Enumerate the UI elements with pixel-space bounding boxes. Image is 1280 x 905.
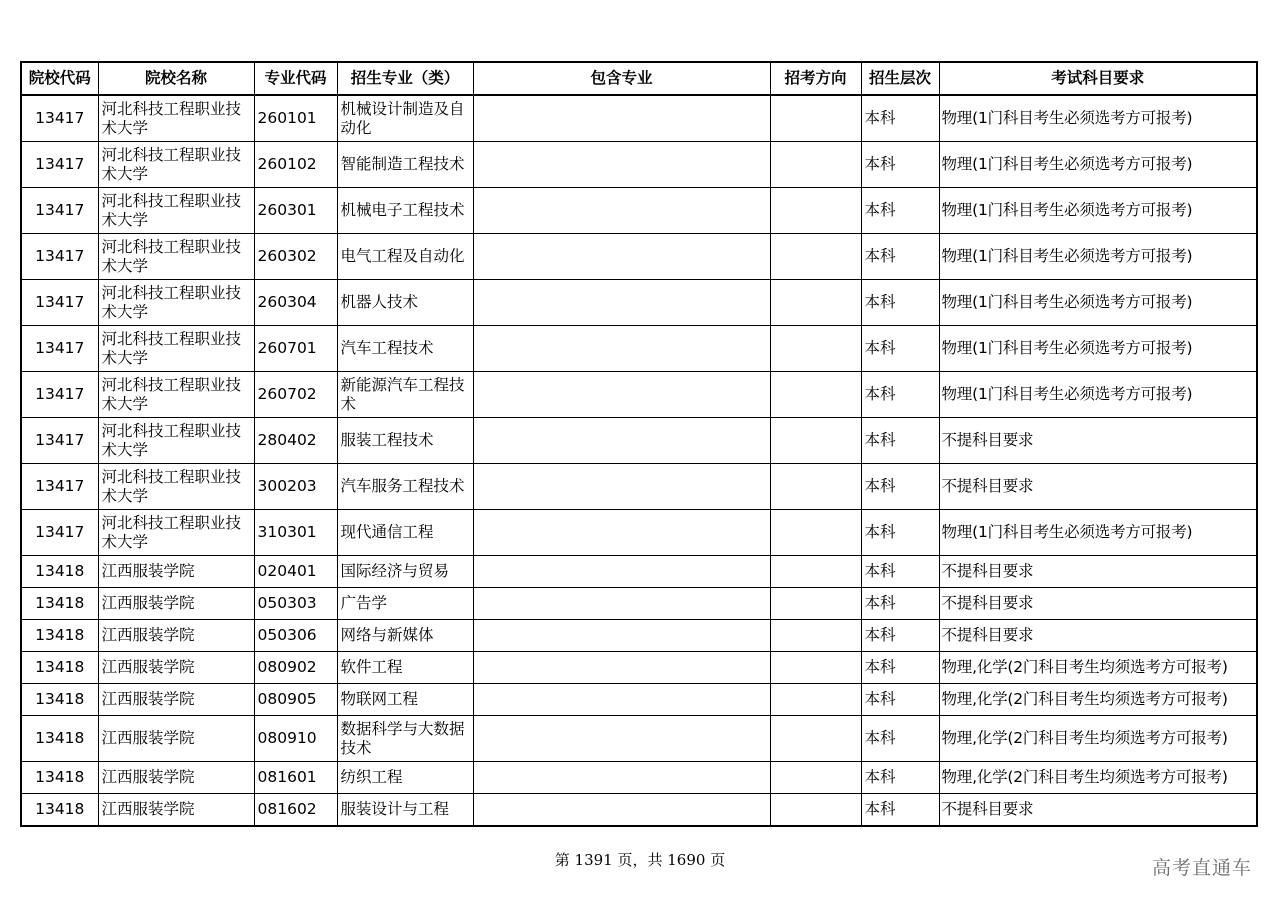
cell-major-code: 260102 <box>254 142 337 188</box>
cell-school-code: 13417 <box>21 95 98 142</box>
cell-school-code: 13418 <box>21 620 98 652</box>
cell-major-code: 081602 <box>254 794 337 827</box>
table-row <box>21 762 1257 794</box>
cell-included-majors <box>473 652 770 684</box>
cell-subject-requirement: 物理(1门科目考生必须选考方可报考) <box>939 326 1257 372</box>
table-row <box>21 188 1257 234</box>
cell-major: 纺织工程 <box>337 762 473 794</box>
cell-school-code: 13418 <box>21 588 98 620</box>
cell-level: 本科 <box>861 234 939 280</box>
cell-school-code: 13417 <box>21 418 98 464</box>
cell-major-code: 081601 <box>254 762 337 794</box>
cell-major-code: 260304 <box>254 280 337 326</box>
cell-school-name: 河北科技工程职业技术大学 <box>98 142 254 188</box>
cell-major-code: 260702 <box>254 372 337 418</box>
cell-major: 广告学 <box>337 588 473 620</box>
cell-subject-requirement: 物理(1门科目考生必须选考方可报考) <box>939 234 1257 280</box>
cell-direction <box>770 326 861 372</box>
cell-major: 数据科学与大数据技术 <box>337 716 473 762</box>
page-number: 第 1391 页，共 1690 页 <box>554 851 726 869</box>
table-row <box>21 588 1257 620</box>
cell-included-majors <box>473 95 770 142</box>
cell-direction <box>770 684 861 716</box>
header-level: 招生层次 <box>861 62 939 95</box>
cell-major: 现代通信工程 <box>337 510 473 556</box>
cell-subject-requirement: 物理,化学(2门科目考生均须选考方可报考) <box>939 652 1257 684</box>
table-row <box>21 716 1257 762</box>
cell-major: 软件工程 <box>337 652 473 684</box>
cell-level: 本科 <box>861 762 939 794</box>
cell-subject-requirement: 不提科目要求 <box>939 556 1257 588</box>
cell-major-code: 050306 <box>254 620 337 652</box>
cell-school-code: 13417 <box>21 280 98 326</box>
cell-school-code: 13417 <box>21 464 98 510</box>
table-row <box>21 510 1257 556</box>
cell-subject-requirement: 不提科目要求 <box>939 464 1257 510</box>
cell-major-code: 260701 <box>254 326 337 372</box>
table-row <box>21 326 1257 372</box>
cell-level: 本科 <box>861 464 939 510</box>
cell-included-majors <box>473 326 770 372</box>
cell-included-majors <box>473 620 770 652</box>
cell-school-name: 江西服装学院 <box>98 588 254 620</box>
cell-included-majors <box>473 588 770 620</box>
cell-direction <box>770 464 861 510</box>
admission-table <box>20 61 1258 827</box>
header-subject-requirement: 考试科目要求 <box>939 62 1257 95</box>
cell-subject-requirement: 物理,化学(2门科目考生均须选考方可报考) <box>939 762 1257 794</box>
cell-major: 服装设计与工程 <box>337 794 473 827</box>
table-row <box>21 418 1257 464</box>
cell-major: 智能制造工程技术 <box>337 142 473 188</box>
cell-level: 本科 <box>861 510 939 556</box>
cell-included-majors <box>473 372 770 418</box>
cell-school-name: 河北科技工程职业技术大学 <box>98 510 254 556</box>
cell-direction <box>770 372 861 418</box>
cell-school-code: 13417 <box>21 372 98 418</box>
cell-included-majors <box>473 684 770 716</box>
cell-level: 本科 <box>861 556 939 588</box>
cell-school-code: 13418 <box>21 556 98 588</box>
cell-school-name: 河北科技工程职业技术大学 <box>98 372 254 418</box>
cell-direction <box>770 652 861 684</box>
cell-school-code: 13418 <box>21 684 98 716</box>
cell-major-code: 310301 <box>254 510 337 556</box>
cell-subject-requirement: 不提科目要求 <box>939 620 1257 652</box>
cell-major: 机械设计制造及自动化 <box>337 95 473 142</box>
cell-major: 机器人技术 <box>337 280 473 326</box>
cell-level: 本科 <box>861 418 939 464</box>
cell-subject-requirement: 物理(1门科目考生必须选考方可报考) <box>939 95 1257 142</box>
cell-major: 新能源汽车工程技术 <box>337 372 473 418</box>
cell-direction <box>770 188 861 234</box>
cell-major: 电气工程及自动化 <box>337 234 473 280</box>
cell-direction <box>770 716 861 762</box>
header-direction: 招考方向 <box>770 62 861 95</box>
cell-direction <box>770 510 861 556</box>
cell-school-code: 13418 <box>21 794 98 827</box>
header-included-majors: 包含专业 <box>473 62 770 95</box>
table-row <box>21 234 1257 280</box>
cell-school-code: 13418 <box>21 716 98 762</box>
cell-included-majors <box>473 418 770 464</box>
cell-school-name: 江西服装学院 <box>98 684 254 716</box>
cell-school-name: 河北科技工程职业技术大学 <box>98 234 254 280</box>
table-body <box>21 95 1257 826</box>
cell-subject-requirement: 物理(1门科目考生必须选考方可报考) <box>939 142 1257 188</box>
cell-school-name: 河北科技工程职业技术大学 <box>98 326 254 372</box>
cell-major: 汽车工程技术 <box>337 326 473 372</box>
table-row <box>21 794 1257 827</box>
cell-major-code: 080905 <box>254 684 337 716</box>
cell-subject-requirement: 物理(1门科目考生必须选考方可报考) <box>939 510 1257 556</box>
cell-direction <box>770 95 861 142</box>
cell-school-code: 13417 <box>21 142 98 188</box>
cell-included-majors <box>473 510 770 556</box>
cell-school-name: 河北科技工程职业技术大学 <box>98 464 254 510</box>
cell-included-majors <box>473 280 770 326</box>
header-major: 招生专业（类） <box>337 62 473 95</box>
cell-level: 本科 <box>861 588 939 620</box>
cell-subject-requirement: 不提科目要求 <box>939 588 1257 620</box>
cell-school-name: 江西服装学院 <box>98 794 254 827</box>
header-row <box>21 62 1257 95</box>
cell-included-majors <box>473 794 770 827</box>
cell-direction <box>770 142 861 188</box>
table-row <box>21 464 1257 510</box>
cell-subject-requirement: 物理(1门科目考生必须选考方可报考) <box>939 372 1257 418</box>
cell-school-name: 江西服装学院 <box>98 556 254 588</box>
cell-school-code: 13417 <box>21 326 98 372</box>
cell-direction <box>770 794 861 827</box>
table-row <box>21 372 1257 418</box>
cell-direction <box>770 620 861 652</box>
cell-school-name: 河北科技工程职业技术大学 <box>98 95 254 142</box>
cell-major-code: 280402 <box>254 418 337 464</box>
cell-included-majors <box>473 188 770 234</box>
cell-direction <box>770 588 861 620</box>
cell-level: 本科 <box>861 372 939 418</box>
cell-major: 国际经济与贸易 <box>337 556 473 588</box>
table-row <box>21 620 1257 652</box>
cell-level: 本科 <box>861 684 939 716</box>
cell-school-name: 河北科技工程职业技术大学 <box>98 280 254 326</box>
cell-level: 本科 <box>861 620 939 652</box>
header-major-code: 专业代码 <box>254 62 337 95</box>
cell-level: 本科 <box>861 95 939 142</box>
cell-direction <box>770 556 861 588</box>
table-row <box>21 142 1257 188</box>
table-row <box>21 652 1257 684</box>
cell-subject-requirement: 物理(1门科目考生必须选考方可报考) <box>939 188 1257 234</box>
watermark: 高考直通车 <box>1151 857 1252 879</box>
cell-level: 本科 <box>861 280 939 326</box>
cell-major-code: 020401 <box>254 556 337 588</box>
cell-subject-requirement: 物理(1门科目考生必须选考方可报考) <box>939 280 1257 326</box>
cell-level: 本科 <box>861 794 939 827</box>
cell-major-code: 080910 <box>254 716 337 762</box>
cell-school-name: 河北科技工程职业技术大学 <box>98 188 254 234</box>
cell-school-name: 河北科技工程职业技术大学 <box>98 418 254 464</box>
cell-major: 服装工程技术 <box>337 418 473 464</box>
cell-level: 本科 <box>861 716 939 762</box>
cell-school-code: 13417 <box>21 188 98 234</box>
cell-included-majors <box>473 762 770 794</box>
cell-major-code: 300203 <box>254 464 337 510</box>
cell-direction <box>770 762 861 794</box>
cell-major-code: 080902 <box>254 652 337 684</box>
cell-school-name: 江西服装学院 <box>98 620 254 652</box>
cell-school-code: 13417 <box>21 510 98 556</box>
cell-included-majors <box>473 716 770 762</box>
cell-included-majors <box>473 556 770 588</box>
cell-school-name: 江西服装学院 <box>98 762 254 794</box>
cell-major-code: 260101 <box>254 95 337 142</box>
cell-included-majors <box>473 234 770 280</box>
cell-school-name: 江西服装学院 <box>98 716 254 762</box>
cell-major: 网络与新媒体 <box>337 620 473 652</box>
cell-direction <box>770 234 861 280</box>
cell-major-code: 260301 <box>254 188 337 234</box>
cell-major: 物联网工程 <box>337 684 473 716</box>
cell-level: 本科 <box>861 142 939 188</box>
table-row <box>21 684 1257 716</box>
cell-level: 本科 <box>861 652 939 684</box>
cell-level: 本科 <box>861 188 939 234</box>
table-row <box>21 280 1257 326</box>
table-row <box>21 556 1257 588</box>
cell-school-name: 江西服装学院 <box>98 652 254 684</box>
cell-level: 本科 <box>861 326 939 372</box>
cell-subject-requirement: 物理,化学(2门科目考生均须选考方可报考) <box>939 716 1257 762</box>
cell-included-majors <box>473 464 770 510</box>
cell-included-majors <box>473 142 770 188</box>
cell-subject-requirement: 不提科目要求 <box>939 794 1257 827</box>
cell-direction <box>770 418 861 464</box>
cell-major: 汽车服务工程技术 <box>337 464 473 510</box>
cell-subject-requirement: 不提科目要求 <box>939 418 1257 464</box>
header-school-name: 院校名称 <box>98 62 254 95</box>
cell-school-code: 13417 <box>21 234 98 280</box>
cell-school-code: 13418 <box>21 762 98 794</box>
cell-school-code: 13418 <box>21 652 98 684</box>
cell-major-code: 260302 <box>254 234 337 280</box>
header-school-code: 院校代码 <box>21 62 98 95</box>
cell-direction <box>770 280 861 326</box>
cell-major: 机械电子工程技术 <box>337 188 473 234</box>
cell-major-code: 050303 <box>254 588 337 620</box>
table-row <box>21 95 1257 142</box>
cell-subject-requirement: 物理,化学(2门科目考生均须选考方可报考) <box>939 684 1257 716</box>
